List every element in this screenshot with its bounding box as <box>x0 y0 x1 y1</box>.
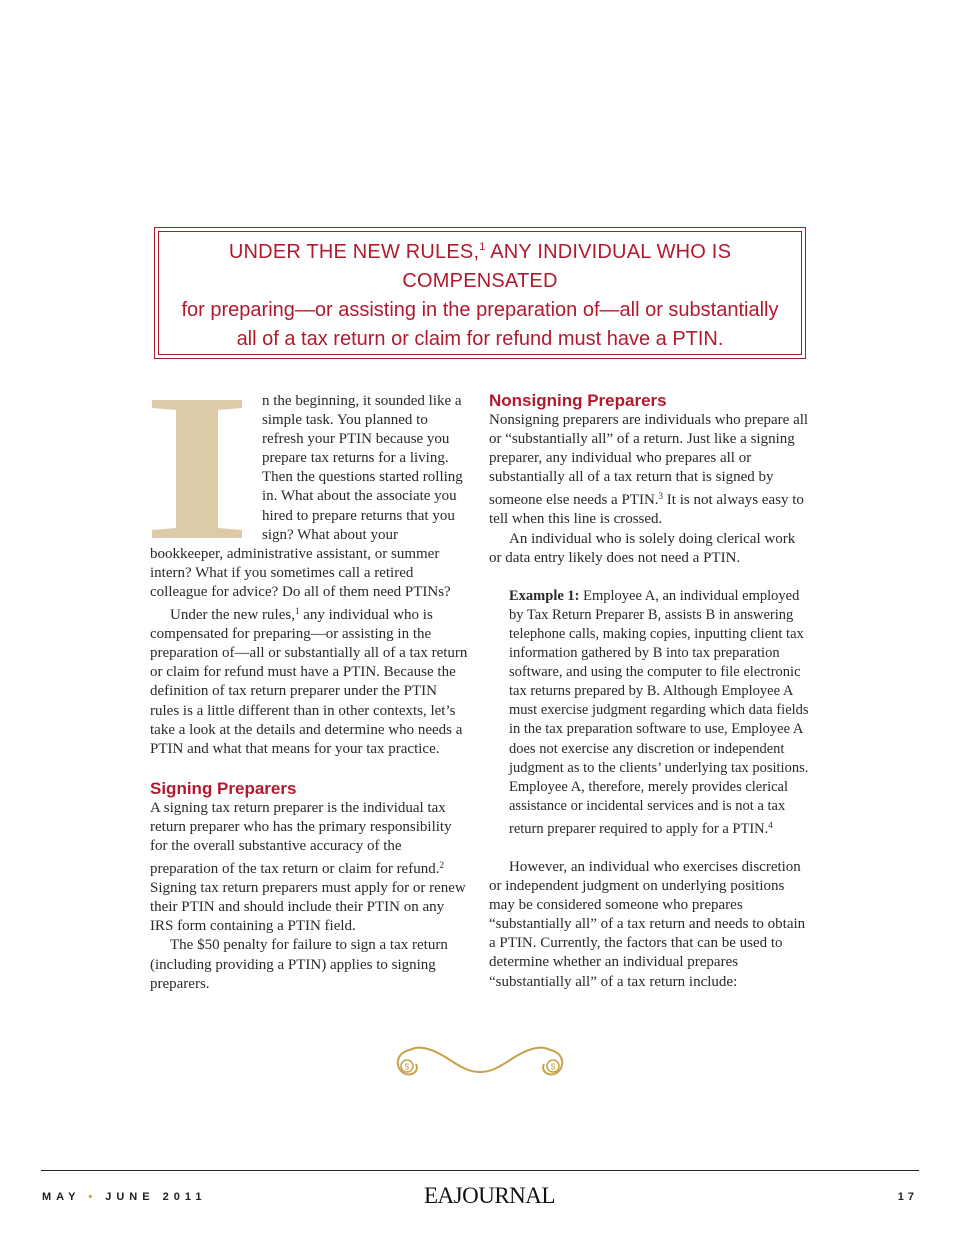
pull-quote-line-2: for preparing—or assisting in the preparation of—all or substantially <box>181 298 779 321</box>
signing-paragraph-2: The $50 penalty for failure to sign a tax return (including providing a PTIN) applies to signing preparers. <box>150 937 448 992</box>
page-number: 17 <box>897 1191 918 1203</box>
svg-text:$: $ <box>404 1062 410 1072</box>
example-1-block: Example 1: Employee A, an individual employed by Tax Return Preparer B, assists B in answering telephone calls, making copies, inputting client tax information gathered by B into tax preparation software, and using the computer to file electronic tax returns prepared by B. Although Employee A must exercise judgment regarding which data fields in the tax preparation software to use, Employee A does not exercise any discretion or independent judgment as to the clients’ underlying tax positions. Employee A, therefore, merely provides clerical assistance or incidental services and is not a tax return preparer required to apply for a PTIN.$^4$ <box>509 587 809 837</box>
pull-quote-text <box>158 231 802 355</box>
right-column <box>489 390 809 992</box>
dropcap-letter <box>150 394 262 544</box>
signing-preparers-heading: Signing Preparers <box>150 778 297 798</box>
dollar-scroll-ornament-icon <box>390 1042 570 1080</box>
intro-paragraph: n the beginning, it sounded like a simple task. You planned to refresh your PTIN because you prepare tax returns for a living. Then the questions started rolling in. What about the associate you hired to prepare returns that you sign? What about your bookkeeper, administrative assistant, or summer intern? What if you sometimes call a retired colleague for advice? Do all of them need PTINs? <box>150 393 463 600</box>
svg-text:$: $ <box>550 1062 556 1072</box>
footer-divider <box>41 1170 919 1171</box>
pull-quote-box <box>154 227 806 359</box>
nonsigning-paragraph-3: However, an individual who exercises discretion or independent judgment on underlying positions may be considered someone who prepares “substantially all” of a tax return and needs to obtain a PTIN. Currently, the factors that can be used to determine whether an individual prepares “substantially all” of a tax return include: <box>489 858 806 990</box>
left-column <box>150 390 468 994</box>
nonsigning-paragraph-1: Nonsigning preparers are individuals who prepare all or “substantially all” of a return. Just like a signing preparer, any individual who prepares all or substantially all of a tax return that is signed by someone else needs a PTIN.$^3$ It is not always easy to tell when this line is crossed. <box>489 412 809 528</box>
nonsigning-paragraph-2: An individual who is solely doing clerical work or data entry likely does not need a PTIN. <box>489 530 796 566</box>
nonsigning-preparers-heading: Nonsigning Preparers <box>489 391 667 410</box>
rules-paragraph: Under the new rules,$^1$ any individual who is compensated for preparing—or assisting in the preparation of—all or substantially all of a tax return or claim for refund must have a PTIN. Because the definition of tax return preparer under the PTIN rules is a little different than in other contexts, let’s take a look at the details and determine who needs a PTIN and what that means for your tax practice. <box>150 606 468 757</box>
pull-quote-line-1: UNDER THE NEW RULES,$^1$ ANY INDIVIDUAL WHO IS COMPENSATED <box>228 240 732 292</box>
issue-date: MAY • JUNE 2011 <box>42 1191 207 1203</box>
ea-journal-logo: EAJOURNAL <box>424 1183 555 1208</box>
pull-quote-line-3: all of a tax return or claim for refund must have a PTIN. <box>236 327 724 350</box>
signing-paragraph-1: A signing tax return preparer is the individual tax return preparer who has the primary responsibility for the overall substantive accuracy of the preparation of the tax return or claim for refund.$^2$ Signing tax return preparers must apply for or renew their PTIN and should include their PTIN on any IRS form containing a PTIN field. <box>150 799 466 935</box>
